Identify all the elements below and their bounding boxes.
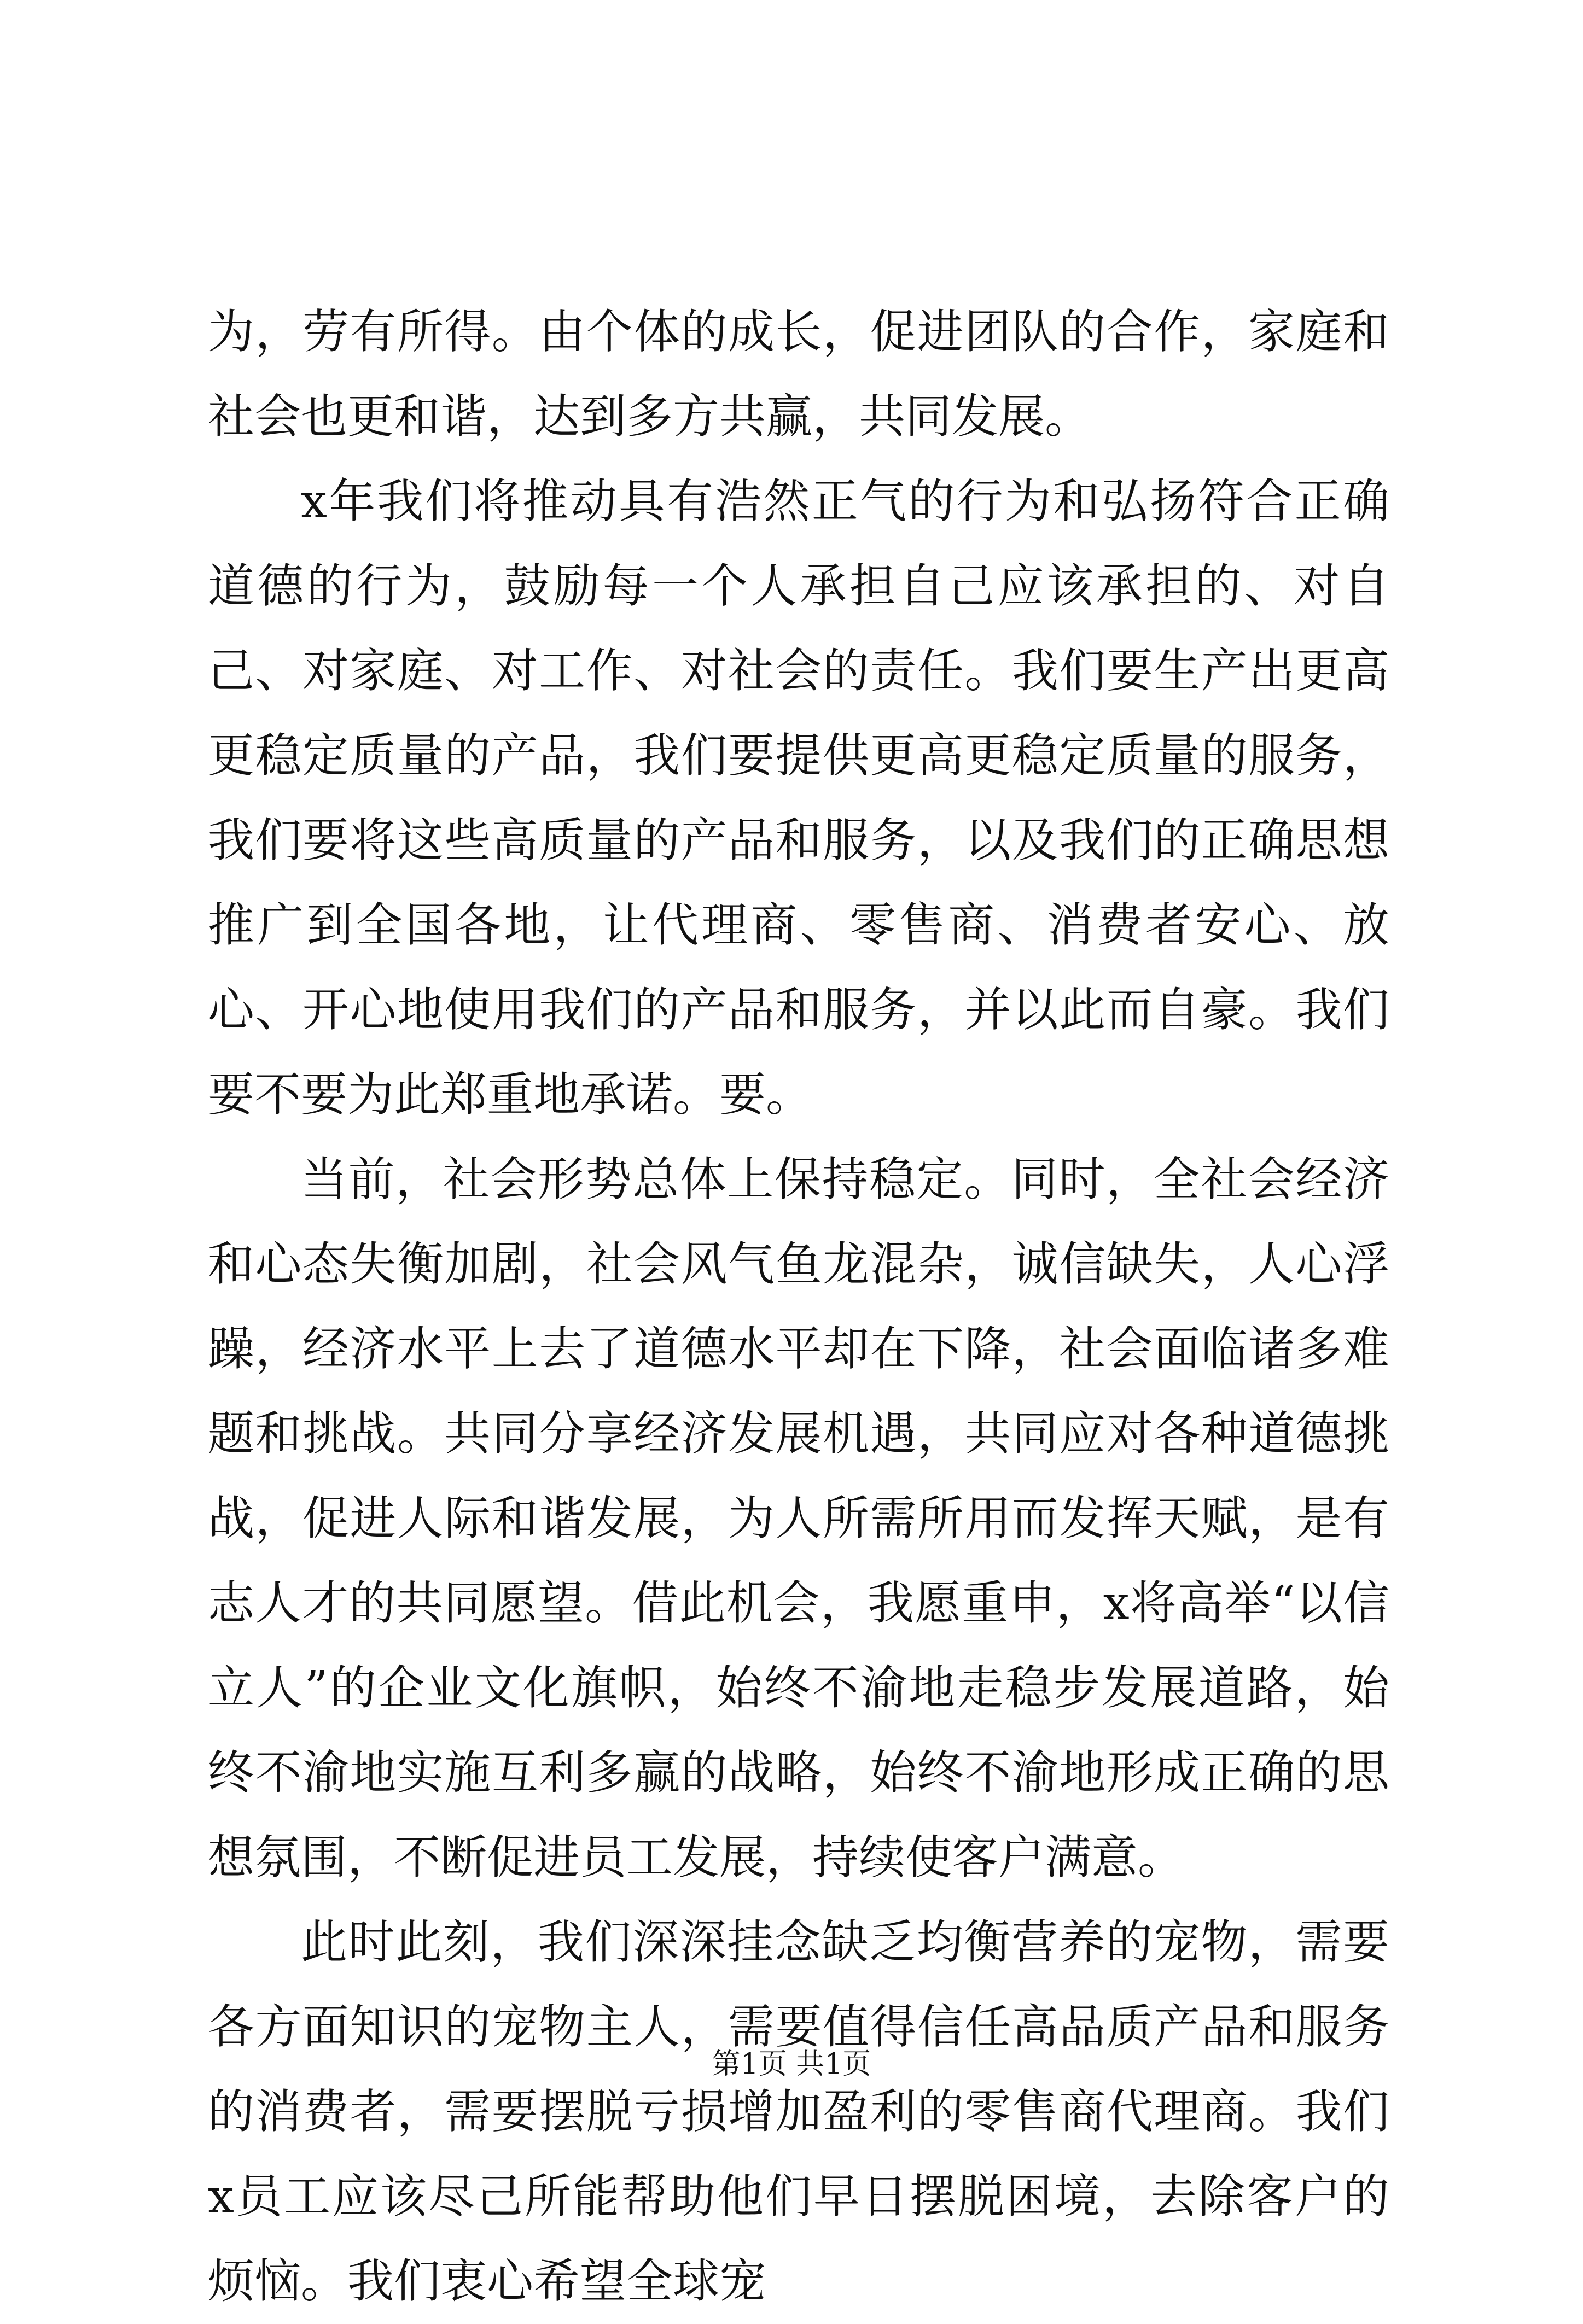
paragraph: 当前，社会形势总体上保持稳定。同时，全社会经济和心态失衡加剧，社会风气鱼龙混杂，诚信缺失，人心浮躁，经济水平上去了道德水平却在下降，社会面临诸多难题和挑战。共同分享经济发展机遇，共同应对各种道德挑战，促进人际和谐发展，为人所需所用而发挥天赋，是有志人才的共同愿望。借此机会，我愿重申，x将高举“以信立人”的企业文化旗帜，始终不渝地走稳步发展道路，始终不渝地实施互利多赢的战略，始终不渝地形成正确的思想氛围，不断促进员工发展，持续使客户满意。 [208, 1153, 1389, 1885]
paragraph: 此时此刻，我们深深挂念缺乏均衡营养的宠物，需要各方面知识的宠物主人，需要值得信任高品质产品和服务的消费者，需要摆脱亏损增加盈利的零售商代理商。我们x员工应该尽己所能帮助他们早日摆脱困境，去除客户的烦恼。我们衷心希望全球宠 [208, 1916, 1389, 2309]
paragraph-continuation: 为，劳有所得。由个体的成长，促进团队的合作，家庭和社会也更和谐，达到多方共赢，共同发展。 [208, 305, 1389, 444]
page-footer: 第1页 共1页 [712, 2048, 871, 2081]
paragraph: x年我们将推动具有浩然正气的行为和弘扬符合正确道德的行为，鼓励每一个人承担自己应该承担的、对自己、对家庭、对工作、对社会的责任。我们要生产出更高更稳定质量的产品，我们要提供更高更稳定质量的服务，我们要将这些高质量的产品和服务，以及我们的正确思想推广到全国各地，让代理商、零售商、消费者安心、放心、开心地使用我们的产品和服务，并以此而自豪。我们要不要为此郑重地承诺。要。 [208, 475, 1389, 1122]
document-body [208, 290, 1389, 2324]
